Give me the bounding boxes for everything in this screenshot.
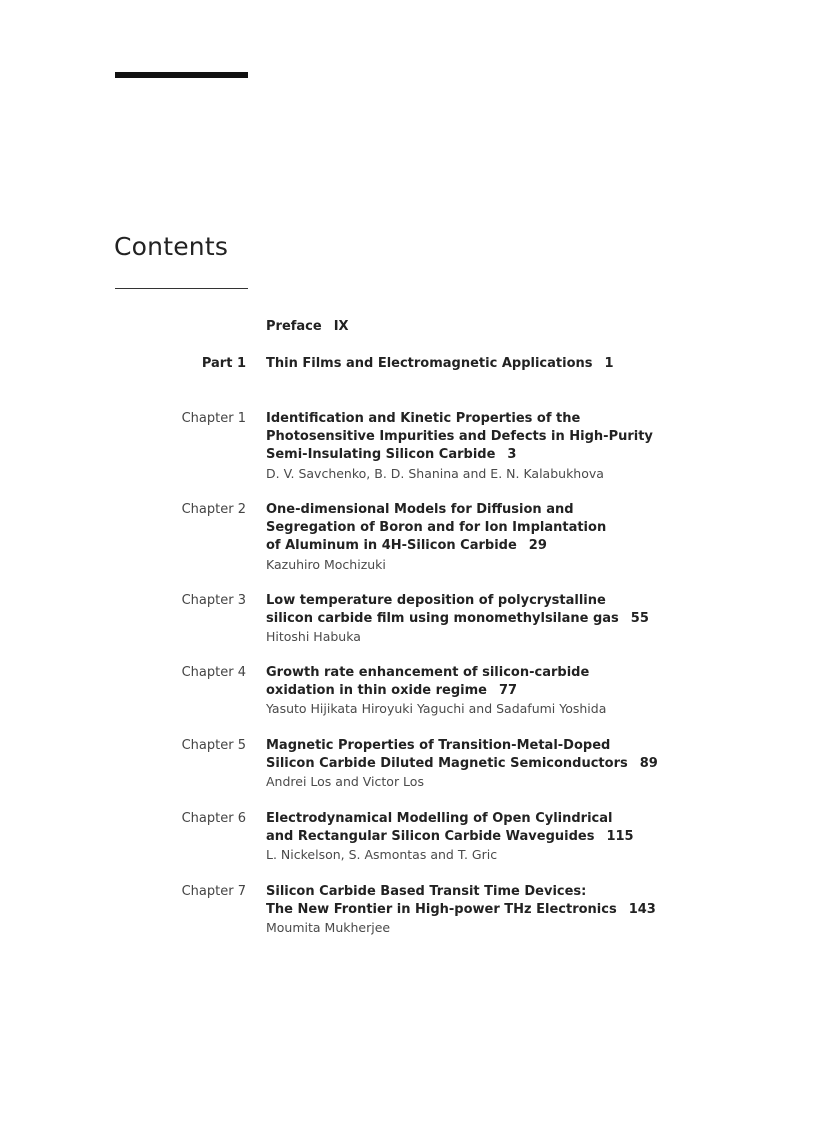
part-content — [266, 355, 786, 373]
chapter-title-line: Segregation of Boron and for Ion Implantation — [266, 520, 607, 536]
chapter-title-line: Photosensitive Impurities and Defects in High-Purity — [266, 429, 653, 445]
chapter-title-text: The New Frontier in High-power THz Electronics — [266, 902, 617, 918]
top-decorative-rule — [115, 72, 248, 78]
chapter-page-number: 29 — [528, 538, 547, 554]
chapter-content — [266, 883, 786, 937]
page-title: Contents — [114, 232, 229, 261]
chapter-content — [266, 810, 786, 864]
chapter-title-text: Silicon Carbide Diluted Magnetic Semiconductors — [266, 756, 628, 772]
chapter-content — [266, 664, 786, 718]
chapter-title-line — [266, 901, 786, 919]
chapter-title-line — [266, 446, 786, 464]
chapter-title-line: Growth rate enhancement of silicon-carbide — [266, 665, 590, 680]
chapter-label: Chapter 2 — [181, 502, 246, 517]
chapter-page-number: 89 — [639, 756, 658, 772]
chapter-page-number: 77 — [498, 683, 518, 699]
chapter-label: Chapter 3 — [181, 593, 246, 608]
chapter-authors: Hitoshi Habuka — [266, 629, 361, 645]
chapter-title-line — [266, 610, 786, 628]
chapter-title-line — [266, 682, 786, 700]
chapter-title-line: Low temperature deposition of polycrystalline — [266, 593, 606, 608]
chapter-title-text: Semi-Insulating Silicon Carbide — [266, 447, 496, 463]
chapter-content — [266, 592, 786, 646]
toc-title-line — [266, 318, 786, 336]
chapter-title-text: of Aluminum in 4H-Silicon Carbide — [266, 538, 517, 554]
chapter-label: Chapter 7 — [181, 884, 246, 899]
chapter-label: Chapter 5 — [181, 738, 246, 753]
part-page-number: 1 — [604, 356, 614, 371]
chapter-page-number: 143 — [628, 902, 656, 918]
preface-content — [266, 318, 786, 336]
chapter-content — [266, 737, 786, 791]
chapter-authors: Andrei Los and Victor Los — [266, 774, 424, 790]
chapter-label: Chapter 1 — [181, 411, 246, 426]
chapter-title-line — [266, 537, 786, 555]
preface-label: Preface — [266, 319, 322, 334]
chapter-title-line — [266, 755, 786, 773]
chapter-title-line: One-dimensional Models for Diffusion and — [266, 502, 574, 517]
chapter-title-text: silicon carbide film using monomethylsilane gas — [266, 611, 619, 627]
chapter-page-number: 55 — [630, 611, 649, 627]
chapter-label: Chapter 6 — [181, 811, 246, 826]
chapter-page-number: 115 — [606, 829, 634, 845]
chapter-authors: L. Nickelson, S. Asmontas and T. Gric — [266, 847, 498, 863]
toc-title-line — [266, 355, 786, 373]
chapter-authors: Yasuto Hijikata Hiroyuki Yaguchi and Sadafumi Yoshida — [266, 701, 607, 717]
chapter-page-number: 3 — [507, 447, 517, 463]
chapter-content — [266, 501, 786, 574]
chapter-content — [266, 410, 786, 483]
preface-page-number: IX — [333, 319, 349, 334]
part-label: Part 1 — [201, 356, 246, 371]
chapter-title-line: Identification and Kinetic Properties of the — [266, 411, 581, 426]
title-underline-rule — [115, 288, 248, 289]
chapter-title-text: and Rectangular Silicon Carbide Waveguides — [266, 829, 595, 845]
chapter-title-line: Electrodynamical Modelling of Open Cylindrical — [266, 811, 613, 826]
chapter-title-line: Silicon Carbide Based Transit Time Devices: — [266, 884, 587, 899]
chapter-authors: D. V. Savchenko, B. D. Shanina and E. N. Kalabukhova — [266, 465, 604, 481]
chapter-title-text: oxidation in thin oxide regime — [266, 683, 487, 699]
chapter-title-line — [266, 828, 786, 846]
chapter-label: Chapter 4 — [181, 665, 246, 680]
chapter-authors: Moumita Mukherjee — [266, 920, 391, 936]
part-title: Thin Films and Electromagnetic Applications — [266, 356, 593, 371]
chapter-title-line: Magnetic Properties of Transition-Metal-Doped — [266, 738, 611, 753]
chapter-authors: Kazuhiro Mochizuki — [266, 556, 386, 572]
